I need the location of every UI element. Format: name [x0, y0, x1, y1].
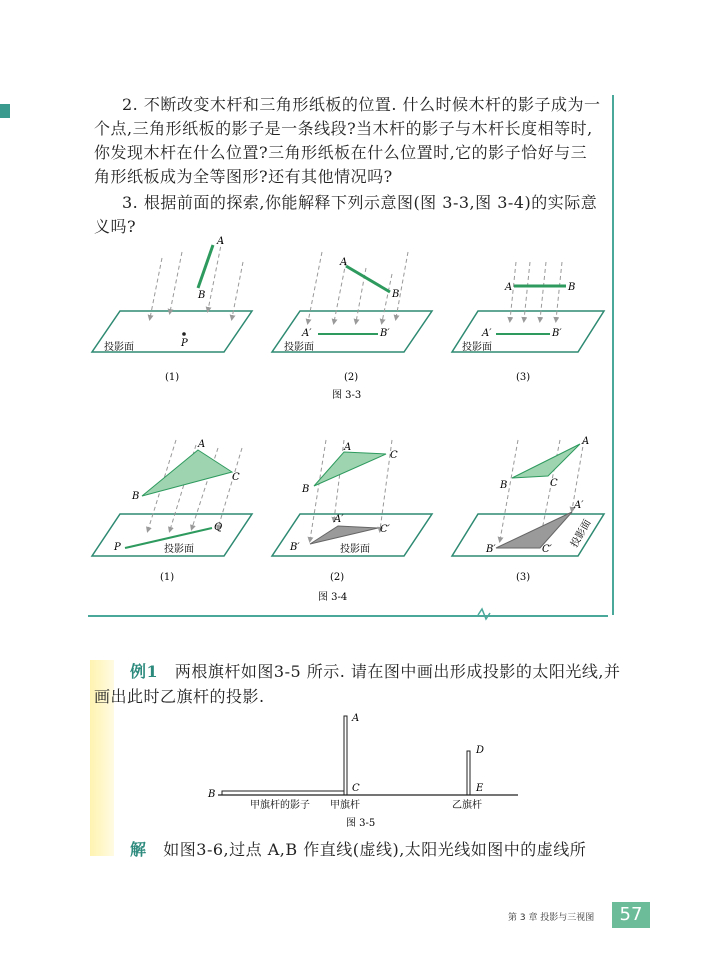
- label-c: C: [390, 450, 398, 461]
- label-a: A: [582, 436, 590, 447]
- sun-ray: [396, 252, 408, 318]
- fig34-3: [452, 436, 604, 583]
- solution-line1: [130, 838, 586, 861]
- label-a: A: [344, 442, 352, 453]
- fig34-caption: 图 3-4: [318, 592, 348, 603]
- label-c: C: [550, 478, 558, 489]
- shadow-triangle: [496, 512, 572, 548]
- footer-chapter: 第 3 章 投影与三视图: [508, 913, 595, 923]
- plane-label: 投影面: [340, 544, 370, 555]
- rod-ab: [346, 266, 390, 292]
- para1-line2: 个点,三角形纸板的影子是一条线段?当木杆的影子与木杆长度相等时,: [94, 119, 593, 138]
- para1-line4: 角形纸板成为全等图形?还有其他情况吗?: [94, 167, 393, 186]
- sun-ray: [382, 274, 392, 322]
- label-a-prime: A′: [482, 328, 492, 339]
- pole-b: [467, 751, 470, 795]
- plane-label: 投影面: [462, 342, 492, 353]
- sun-ray: [218, 448, 242, 528]
- frame-squiggle: [478, 609, 490, 619]
- label-c: C: [352, 783, 360, 794]
- label-a: A: [217, 236, 225, 247]
- fig35-caption: 图 3-5: [346, 818, 376, 829]
- example-line2: 画出此时乙旗杆的投影.: [94, 687, 265, 706]
- para2-line2: 义吗?: [94, 217, 137, 236]
- label-b: B: [208, 789, 216, 800]
- label-b-prime: B′: [552, 328, 562, 339]
- label-a-prime: A′: [334, 514, 344, 525]
- fig35: [207, 713, 518, 829]
- sub-caption: (1): [160, 572, 175, 583]
- plane-label: 投影面: [569, 518, 594, 550]
- label-b: B: [392, 289, 400, 300]
- pole-a-label: 甲旗杆: [330, 800, 360, 811]
- point-p: [182, 332, 186, 336]
- sub-caption: (3): [516, 372, 531, 383]
- label-c: C: [232, 472, 240, 483]
- fig34-2: [272, 440, 432, 583]
- label-b: B: [132, 491, 140, 502]
- plane-label: 投影面: [164, 544, 194, 555]
- fig33-caption: 图 3-3: [332, 390, 362, 401]
- sun-ray: [334, 262, 346, 322]
- shadow-triangle: [310, 526, 378, 544]
- sub-caption: (3): [516, 572, 531, 583]
- pole-a: [344, 716, 347, 795]
- label-q: Q: [214, 522, 223, 533]
- example-line1: [130, 660, 621, 683]
- plane-label: 投影面: [104, 342, 134, 353]
- sub-caption: (1): [165, 372, 180, 383]
- label-b: B: [500, 480, 508, 491]
- sun-ray: [150, 258, 162, 318]
- fig33-1: [92, 236, 252, 383]
- label-b-prime: B′: [290, 542, 300, 553]
- sun-ray: [334, 440, 344, 520]
- page-number: 57: [612, 902, 650, 928]
- pole-b-label: 乙旗杆: [452, 800, 482, 811]
- shadow-label: 甲旗杆的影子: [250, 800, 310, 811]
- fig34-1: [92, 439, 252, 583]
- solution-text: 如图3-6,过点 A,B 作直线(虚线),太阳光线如图中的虚线所: [163, 840, 587, 859]
- label-a: A: [352, 713, 360, 724]
- label-a-prime: A′: [302, 328, 312, 339]
- label-c-prime: C′: [380, 524, 390, 535]
- label-e: E: [476, 783, 484, 794]
- label-d: D: [476, 745, 485, 756]
- label-b: B: [568, 282, 576, 293]
- label-b-prime: B′: [380, 328, 390, 339]
- label-a-prime: A′: [574, 500, 584, 511]
- label-p: P: [181, 338, 188, 349]
- solution-label: 解: [130, 840, 147, 859]
- label-b-prime: B′: [486, 544, 496, 555]
- label-b: B: [302, 484, 310, 495]
- label-a: A: [505, 282, 513, 293]
- rod-ab: [198, 245, 213, 288]
- para2-line1: 3. 根据前面的探索,你能解释下列示意图(图 3-3,图 3-4)的实际意: [122, 193, 598, 212]
- sub-caption: (2): [344, 372, 359, 383]
- example-label: 例1: [130, 662, 159, 681]
- para1-line1: 2. 不断改变木杆和三角形纸板的位置. 什么时候木杆的影子成为一: [122, 95, 601, 114]
- plane-label: 投影面: [284, 342, 314, 353]
- triangle-abc: [512, 444, 580, 478]
- triangle-abc: [314, 452, 386, 486]
- sun-ray: [170, 252, 182, 312]
- example-text: 两根旗杆如图3-5 所示. 请在图中画出形成投影的太阳光线,并: [174, 662, 621, 681]
- sun-ray: [232, 262, 243, 318]
- label-p: P: [114, 542, 121, 553]
- para1-line3: 你发现木杆在什么位置?三角形纸板在什么位置时,它的影子恰好与三: [94, 143, 588, 162]
- label-b: B: [198, 290, 206, 301]
- sub-caption: (2): [330, 572, 345, 583]
- label-a: A: [340, 257, 348, 268]
- fig33-2: [272, 252, 432, 383]
- triangle-abc: [142, 450, 232, 496]
- label-a: A: [198, 439, 206, 450]
- fig33-3: [452, 262, 604, 383]
- label-c-prime: C′: [542, 544, 552, 555]
- sun-ray: [310, 440, 326, 540]
